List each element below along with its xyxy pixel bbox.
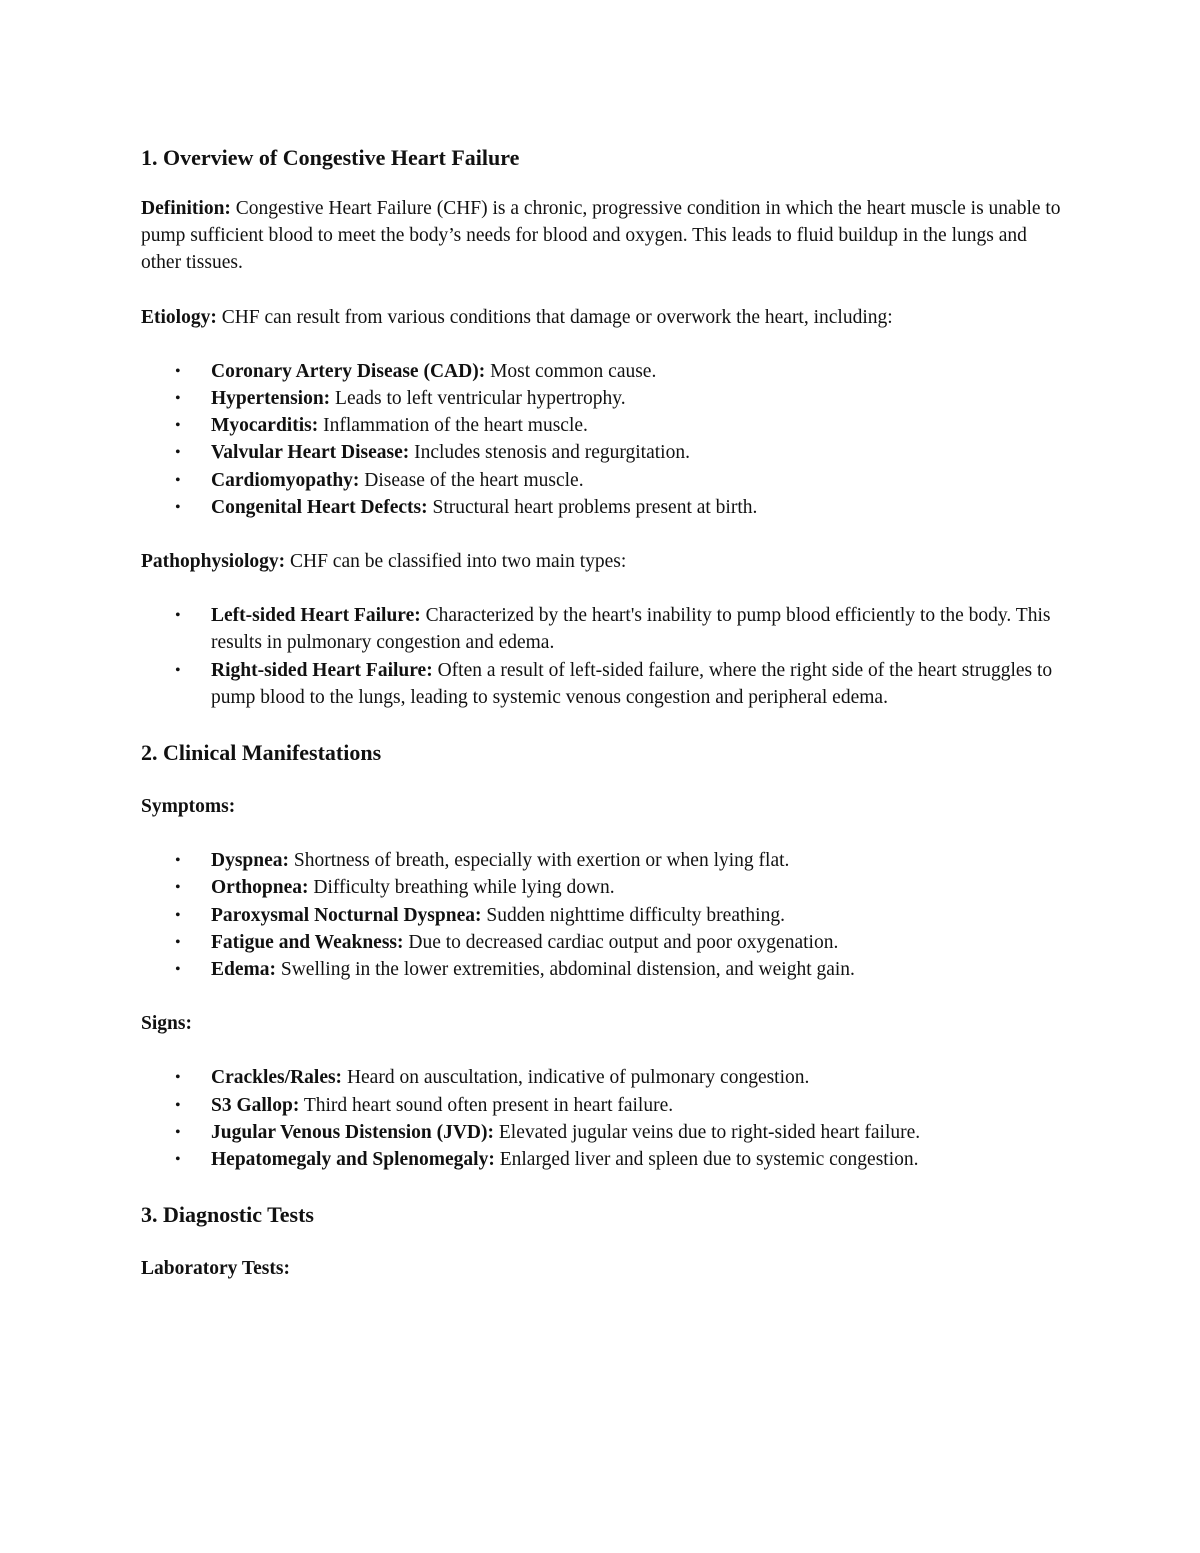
- list-item-desc: Includes stenosis and regurgitation.: [409, 442, 690, 464]
- list-item-desc: Structural heart problems present at birth.: [427, 496, 758, 518]
- list-item-desc: Enlarged liver and spleen due to systemic congestion.: [494, 1149, 919, 1171]
- list-item-desc: Characterized by the heart's inability to pump blood efficiently to the body. This results in pulmonary congestion and edema.: [211, 605, 1051, 654]
- etiology-text: CHF can result from various conditions that damage or overwork the heart, including:: [216, 306, 893, 328]
- list-item-desc: Elevated jugular veins due to right-sided heart failure.: [494, 1121, 921, 1143]
- definition-text: Congestive Heart Failure (CHF) is a chronic, progressive condition in which the heart muscle is unable to pump sufficient blood to meet the body’s needs for blood and oxygen. This leads to fluid buildup in the lungs and other tissues.: [141, 198, 1061, 274]
- bullet-icon: •: [175, 1096, 181, 1114]
- list-item-desc: Inflammation of the heart muscle.: [318, 415, 588, 437]
- list-item: [141, 874, 1071, 901]
- list-item-term: Cardiomyopathy:: [211, 469, 360, 491]
- pathophysiology-text: CHF can be classified into two main types:: [285, 551, 627, 573]
- bullet-icon: •: [175, 661, 181, 679]
- section-heading-diagnostic: 3. Diagnostic Tests: [141, 1202, 314, 1228]
- list-item-term: Hypertension:: [211, 388, 331, 410]
- bullet-icon: •: [175, 906, 181, 924]
- bullet-icon: •: [175, 471, 181, 489]
- list-item-desc: Heard on auscultation, indicative of pulmonary congestion.: [342, 1067, 810, 1089]
- list-item-term: Fatigue and Weakness:: [211, 931, 404, 953]
- list-item: [141, 847, 1071, 874]
- etiology-label: Etiology:: [141, 306, 217, 328]
- bullet-icon: •: [175, 390, 181, 408]
- symptoms-subheading: [141, 793, 1071, 820]
- pathophysiology-list: [141, 602, 1071, 711]
- bullet-icon: •: [175, 498, 181, 516]
- bullet-icon: •: [175, 933, 181, 951]
- list-item-term: Dyspnea:: [211, 850, 290, 872]
- list-item-term: Left-sided Heart Failure:: [211, 605, 421, 627]
- list-item-desc: Third heart sound often present in heart failure.: [299, 1094, 674, 1116]
- bullet-icon: •: [175, 852, 181, 870]
- list-item: [141, 412, 1071, 439]
- list-item: [141, 1064, 1071, 1091]
- signs-list: [141, 1064, 1071, 1173]
- document-page: [141, 136, 1071, 1282]
- laboratory-tests-subheading: [141, 1255, 1071, 1282]
- list-item-term: S3 Gallop:: [211, 1094, 300, 1116]
- list-item-desc: Leads to left ventricular hypertrophy.: [330, 388, 626, 410]
- bullet-icon: •: [175, 1123, 181, 1141]
- list-item: [141, 439, 1071, 466]
- list-item-term: Orthopnea:: [211, 877, 309, 899]
- list-item: [141, 902, 1071, 929]
- etiology-paragraph: [141, 304, 1071, 331]
- laboratory-tests-label: Laboratory Tests:: [141, 1258, 290, 1280]
- list-item-term: Valvular Heart Disease:: [211, 442, 410, 464]
- list-item-term: Coronary Artery Disease (CAD):: [211, 360, 486, 382]
- list-item-desc: Swelling in the lower extremities, abdominal distension, and weight gain.: [276, 959, 855, 981]
- list-item: [141, 385, 1071, 412]
- definition-paragraph: [141, 195, 1071, 277]
- bullet-icon: •: [175, 961, 181, 979]
- signs-label: Signs:: [141, 1013, 192, 1035]
- pathophysiology-label: Pathophysiology:: [141, 551, 286, 573]
- list-item-term: Congenital Heart Defects:: [211, 496, 428, 518]
- list-item: [141, 956, 1071, 983]
- list-item-term: Myocarditis:: [211, 415, 319, 437]
- pathophysiology-paragraph: [141, 548, 1071, 575]
- signs-subheading: [141, 1010, 1071, 1037]
- bullet-icon: •: [175, 879, 181, 897]
- list-item: [141, 929, 1071, 956]
- bullet-icon: •: [175, 362, 181, 380]
- list-item: [141, 1119, 1071, 1146]
- bullet-icon: •: [175, 444, 181, 462]
- list-item-term: Paroxysmal Nocturnal Dyspnea:: [211, 904, 482, 926]
- definition-label: Definition:: [141, 198, 231, 219]
- list-item-term: Jugular Venous Distension (JVD):: [211, 1121, 494, 1143]
- bullet-icon: •: [175, 1151, 181, 1169]
- list-item: [141, 1146, 1071, 1173]
- list-item-term: Edema:: [211, 959, 276, 981]
- list-item-desc: Difficulty breathing while lying down.: [308, 877, 615, 899]
- list-item-term: Hepatomegaly and Splenomegaly:: [211, 1149, 495, 1171]
- list-item-desc: Due to decreased cardiac output and poor oxygenation.: [403, 931, 839, 953]
- list-item-desc: Most common cause.: [485, 360, 657, 382]
- section-heading-overview: 1. Overview of Congestive Heart Failure: [141, 145, 520, 170]
- list-item-term: Right-sided Heart Failure:: [211, 659, 433, 681]
- list-item: [141, 657, 1071, 711]
- bullet-icon: •: [175, 417, 181, 435]
- symptoms-list: [141, 847, 1071, 983]
- list-item-term: Crackles/Rales:: [211, 1067, 343, 1089]
- list-item: [141, 467, 1071, 494]
- etiology-list: [141, 358, 1071, 521]
- list-item: [141, 602, 1071, 656]
- list-item: [141, 358, 1071, 385]
- symptoms-label: Symptoms:: [141, 796, 236, 818]
- section-heading-clinical: 2. Clinical Manifestations: [141, 740, 382, 766]
- bullet-icon: •: [175, 607, 181, 625]
- list-item-desc: Often a result of left-sided failure, where the right side of the heart struggles to pump blood to the lungs, leading to systemic venous congestion and peripheral edema.: [211, 659, 1053, 708]
- list-item-desc: Shortness of breath, especially with exertion or when lying flat.: [289, 850, 790, 872]
- list-item: [141, 1092, 1071, 1119]
- list-item-desc: Sudden nighttime difficulty breathing.: [481, 904, 785, 926]
- bullet-icon: •: [175, 1069, 181, 1087]
- list-item: [141, 494, 1071, 521]
- list-item-desc: Disease of the heart muscle.: [359, 469, 584, 491]
